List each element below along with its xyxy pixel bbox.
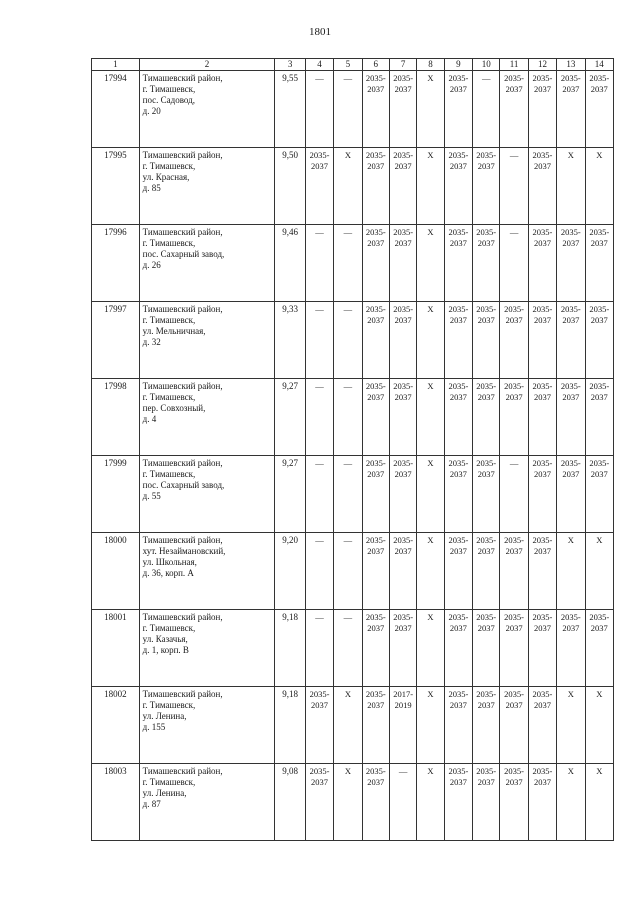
address-line: Тимашевский район, [142, 612, 223, 622]
address-line: Тимашевский район, [142, 150, 223, 160]
address-cell [139, 302, 275, 379]
period-cell: X [557, 533, 585, 610]
address-line: пер. Совхозный, [142, 403, 206, 413]
record-number: 18001 [92, 610, 140, 687]
address-line: ул. Казачья, [142, 634, 188, 644]
period-cell: 2035-2037 [557, 379, 585, 456]
period-cell: 2035-2037 [557, 456, 585, 533]
period-cell: 2035-2037 [473, 610, 500, 687]
period-cell: 2035-2037 [557, 610, 585, 687]
address-line: д. 55 [142, 491, 161, 501]
period-cell: 2035-2037 [528, 71, 556, 148]
value-cell: 9,27 [275, 379, 305, 456]
address-line: д. 85 [142, 183, 161, 193]
record-number: 17997 [92, 302, 140, 379]
value-cell: 9,27 [275, 456, 305, 533]
period-cell: 2035-2037 [444, 687, 472, 764]
record-number: 18003 [92, 764, 140, 841]
period-cell: 2035-2037 [473, 225, 500, 302]
period-cell: 2035-2037 [500, 764, 528, 841]
period-cell: 2035-2037 [585, 225, 613, 302]
address-line: д. 155 [142, 722, 166, 732]
period-cell: 2035-2037 [389, 148, 416, 225]
period-cell: 2035-2037 [500, 610, 528, 687]
column-header: 11 [500, 59, 528, 71]
address-cell [139, 687, 275, 764]
period-cell: 2035-2037 [444, 533, 472, 610]
period-cell: — [500, 225, 528, 302]
period-cell: 2035-2037 [389, 71, 416, 148]
period-cell: 2035-2037 [585, 610, 613, 687]
period-cell: 2035-2037 [389, 610, 416, 687]
period-cell: 2035-2037 [528, 610, 556, 687]
period-cell: 2035-2037 [444, 456, 472, 533]
column-number-row [92, 59, 614, 71]
period-cell: 2035-2037 [362, 764, 389, 841]
table-row [92, 71, 614, 148]
period-cell: X [417, 610, 444, 687]
address-line: д. 32 [142, 337, 161, 347]
column-header: 3 [275, 59, 305, 71]
period-cell: X [334, 148, 362, 225]
period-cell: 2035-2037 [585, 379, 613, 456]
address-line: хут. Незаймановский, [142, 546, 226, 556]
table-row [92, 225, 614, 302]
address-line: д. 87 [142, 799, 161, 809]
address-line: г. Тимашевск, [142, 469, 196, 479]
period-cell: X [334, 764, 362, 841]
period-cell: — [334, 456, 362, 533]
period-cell: 2035-2037 [473, 456, 500, 533]
address-line: Тимашевский район, [142, 766, 223, 776]
period-cell: X [417, 302, 444, 379]
address-line: г. Тимашевск, [142, 315, 196, 325]
period-cell: X [585, 764, 613, 841]
period-cell: X [585, 148, 613, 225]
period-cell: 2035-2037 [473, 148, 500, 225]
address-line: г. Тимашевск, [142, 777, 196, 787]
column-header: 1 [92, 59, 140, 71]
period-cell: 2035-2037 [444, 225, 472, 302]
period-cell: — [334, 225, 362, 302]
table-row [92, 379, 614, 456]
period-cell: X [417, 148, 444, 225]
address-line: д. 4 [142, 414, 157, 424]
period-cell: — [473, 71, 500, 148]
table-row [92, 687, 614, 764]
column-header: 5 [334, 59, 362, 71]
period-cell: 2035-2037 [473, 687, 500, 764]
period-cell: 2035-2037 [389, 302, 416, 379]
period-cell: — [334, 533, 362, 610]
period-cell: 2035-2037 [528, 148, 556, 225]
period-cell: — [334, 379, 362, 456]
period-cell: 2035-2037 [585, 302, 613, 379]
address-line: ул. Красная, [142, 172, 190, 182]
period-cell: 2035-2037 [389, 533, 416, 610]
period-cell: X [557, 687, 585, 764]
period-cell: 2035-2037 [500, 533, 528, 610]
value-cell: 9,55 [275, 71, 305, 148]
period-cell: 2035-2037 [389, 456, 416, 533]
value-cell: 9,20 [275, 533, 305, 610]
period-cell: — [389, 764, 416, 841]
period-cell: 2035-2037 [305, 687, 333, 764]
period-cell: 2035-2037 [362, 302, 389, 379]
record-number: 17998 [92, 379, 140, 456]
address-line: д. 20 [142, 106, 161, 116]
period-cell: 2017-2019 [389, 687, 416, 764]
record-number: 17995 [92, 148, 140, 225]
period-cell: — [305, 456, 333, 533]
address-line: Тимашевский район, [142, 304, 223, 314]
page-number: 1801 [309, 26, 331, 38]
address-line: ул. Ленина, [142, 711, 187, 721]
period-cell: 2035-2037 [500, 71, 528, 148]
period-cell: — [334, 302, 362, 379]
period-cell: 2035-2037 [528, 456, 556, 533]
table-row [92, 148, 614, 225]
table-row [92, 302, 614, 379]
address-line: г. Тимашевск, [142, 84, 196, 94]
period-cell: 2035-2037 [362, 71, 389, 148]
period-cell: — [334, 71, 362, 148]
record-number: 18002 [92, 687, 140, 764]
column-header: 2 [139, 59, 275, 71]
period-cell: X [417, 533, 444, 610]
address-line: ул. Ленина, [142, 788, 187, 798]
column-header: 10 [473, 59, 500, 71]
address-line: Тимашевский район, [142, 689, 223, 699]
period-cell: 2035-2037 [444, 764, 472, 841]
table-row [92, 610, 614, 687]
column-header: 7 [389, 59, 416, 71]
address-cell [139, 533, 275, 610]
period-cell: X [417, 456, 444, 533]
value-cell: 9,08 [275, 764, 305, 841]
period-cell: X [417, 71, 444, 148]
address-line: д. 36, корп. А [142, 568, 194, 578]
address-line: Тимашевский район, [142, 381, 223, 391]
period-cell: — [305, 225, 333, 302]
address-cell [139, 148, 275, 225]
period-cell: X [417, 687, 444, 764]
period-cell: 2035-2037 [500, 379, 528, 456]
address-cell [139, 225, 275, 302]
period-cell: 2035-2037 [528, 302, 556, 379]
period-cell: X [417, 225, 444, 302]
period-cell: 2035-2037 [389, 225, 416, 302]
address-line: д. 1, корп. В [142, 645, 189, 655]
column-header: 8 [417, 59, 444, 71]
period-cell: 2035-2037 [362, 225, 389, 302]
value-cell: 9,50 [275, 148, 305, 225]
address-line: г. Тимашевск, [142, 700, 196, 710]
address-line: пос. Сахарный завод, [142, 249, 225, 259]
period-cell: 2035-2037 [389, 379, 416, 456]
period-cell: 2035-2037 [362, 379, 389, 456]
table-row [92, 764, 614, 841]
period-cell: 2035-2037 [444, 610, 472, 687]
column-header: 12 [528, 59, 556, 71]
record-number: 17996 [92, 225, 140, 302]
address-line: г. Тимашевск, [142, 161, 196, 171]
period-cell: 2035-2037 [500, 687, 528, 764]
address-line: г. Тимашевск, [142, 623, 196, 633]
period-cell: 2035-2037 [528, 687, 556, 764]
period-cell: — [305, 71, 333, 148]
address-line: Тимашевский район, [142, 227, 223, 237]
period-cell: X [585, 687, 613, 764]
period-cell: 2035-2037 [473, 379, 500, 456]
value-cell: 9,18 [275, 687, 305, 764]
period-cell: 2035-2037 [528, 225, 556, 302]
record-number: 17994 [92, 71, 140, 148]
address-line: пос. Садовод, [142, 95, 195, 105]
period-cell: 2035-2037 [585, 456, 613, 533]
period-cell: X [557, 764, 585, 841]
record-number: 17999 [92, 456, 140, 533]
period-cell: 2035-2037 [473, 302, 500, 379]
value-cell: 9,46 [275, 225, 305, 302]
table-row [92, 533, 614, 610]
period-cell: — [305, 379, 333, 456]
period-cell: 2035-2037 [557, 302, 585, 379]
period-cell: 2035-2037 [557, 225, 585, 302]
address-line: г. Тимашевск, [142, 238, 196, 248]
period-cell: — [305, 533, 333, 610]
period-cell: 2035-2037 [362, 687, 389, 764]
period-cell: 2035-2037 [444, 379, 472, 456]
period-cell: 2035-2037 [500, 302, 528, 379]
period-cell: 2035-2037 [362, 610, 389, 687]
period-cell: — [334, 610, 362, 687]
column-header: 9 [444, 59, 472, 71]
period-cell: — [305, 302, 333, 379]
address-cell [139, 379, 275, 456]
table-row [92, 456, 614, 533]
period-cell: 2035-2037 [528, 764, 556, 841]
period-cell: 2035-2037 [444, 71, 472, 148]
column-header: 13 [557, 59, 585, 71]
address-line: ул. Школьная, [142, 557, 197, 567]
period-cell: — [500, 148, 528, 225]
period-cell: 2035-2037 [473, 533, 500, 610]
address-cell [139, 610, 275, 687]
period-cell: 2035-2037 [528, 379, 556, 456]
period-cell: 2035-2037 [362, 456, 389, 533]
period-cell: X [334, 687, 362, 764]
period-cell: 2035-2037 [362, 533, 389, 610]
column-header: 4 [305, 59, 333, 71]
period-cell: 2035-2037 [305, 764, 333, 841]
address-line: ул. Мельничная, [142, 326, 206, 336]
address-line: Тимашевский район, [142, 73, 223, 83]
period-cell: 2035-2037 [362, 148, 389, 225]
address-cell [139, 71, 275, 148]
period-cell: 2035-2037 [557, 71, 585, 148]
address-line: Тимашевский район, [142, 458, 223, 468]
period-cell: X [417, 764, 444, 841]
address-cell [139, 764, 275, 841]
period-cell: 2035-2037 [444, 148, 472, 225]
period-cell: — [500, 456, 528, 533]
address-line: г. Тимашевск, [142, 392, 196, 402]
period-cell: 2035-2037 [305, 148, 333, 225]
column-header: 14 [585, 59, 613, 71]
period-cell: X [557, 148, 585, 225]
record-number: 18000 [92, 533, 140, 610]
period-cell: 2035-2037 [528, 533, 556, 610]
period-cell: X [417, 379, 444, 456]
value-cell: 9,33 [275, 302, 305, 379]
column-header: 6 [362, 59, 389, 71]
address-line: пос. Сахарный завод, [142, 480, 225, 490]
period-cell: 2035-2037 [585, 71, 613, 148]
value-cell: 9,18 [275, 610, 305, 687]
address-line: Тимашевский район, [142, 535, 223, 545]
address-cell [139, 456, 275, 533]
period-cell: 2035-2037 [444, 302, 472, 379]
period-cell: 2035-2037 [473, 764, 500, 841]
address-line: д. 26 [142, 260, 161, 270]
period-cell: X [585, 533, 613, 610]
period-cell: — [305, 610, 333, 687]
register-table [91, 58, 614, 841]
